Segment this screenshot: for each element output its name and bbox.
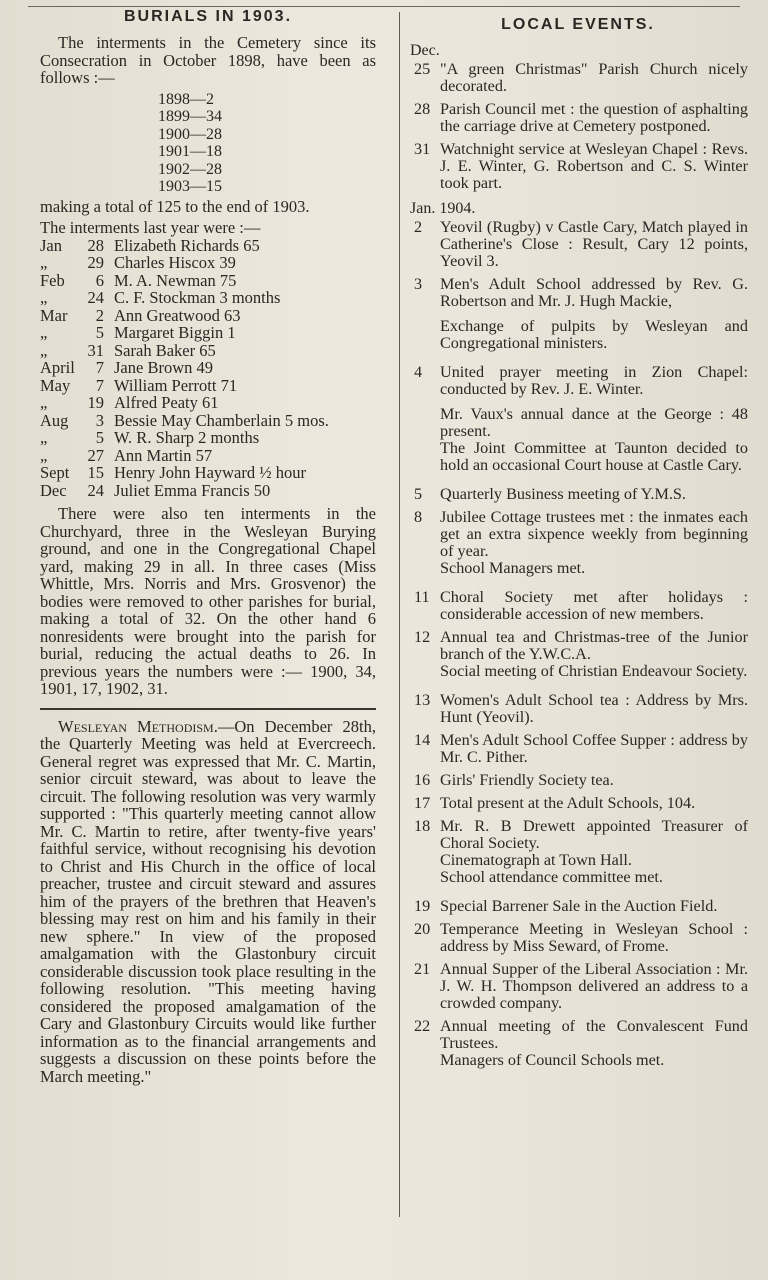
event-text: Annual meeting of the Convalescent Fund Trustees. (440, 1017, 748, 1052)
event-day: 25 (414, 60, 431, 78)
year-list (158, 91, 376, 196)
event-item (408, 921, 748, 955)
event-text: Annual tea and Christmas-tree of the Junior branch of the Y.W.C.A. (440, 628, 748, 663)
burial-entry (40, 272, 376, 290)
burial-name: Juliet Emma Francis 50 (114, 480, 271, 500)
event-day: 20 (414, 920, 431, 938)
year-entry: 1898—2 (158, 90, 214, 108)
burial-month: April (40, 358, 75, 377)
event-text: Special Barrener Sale in the Auction Field. (440, 897, 718, 915)
burial-entry (40, 237, 376, 255)
burial-day: 27 (87, 445, 104, 465)
event-day: 19 (414, 897, 431, 915)
event-day: 31 (414, 140, 431, 158)
burial-name: Sarah Baker 65 (114, 340, 216, 360)
event-day: 21 (414, 960, 431, 978)
event-text: Temperance Meeting in Wesleyan School : address by Miss Seward, of Frome. (440, 920, 748, 955)
burial-month: Dec (40, 480, 67, 500)
burial-name: Ann Martin 57 (114, 445, 213, 465)
event-text: Parish Council met : the question of asphalting the carriage drive at Cemetery postponed. (440, 100, 748, 135)
burial-month: „ (40, 323, 48, 342)
event-text: Watchnight service at Wesleyan Chapel : Revs. J. E. Winter, G. Robertson and C. S. Winter took part. (440, 140, 748, 192)
burial-month: May (40, 375, 71, 395)
event-day: 2 (414, 218, 423, 236)
burial-month: Jan (40, 235, 62, 255)
wesleyan-article (40, 718, 376, 1086)
event-spacer (408, 1075, 748, 1081)
burial-month: Sept (40, 463, 70, 482)
event-item (408, 61, 748, 95)
burial-entry (40, 394, 376, 412)
event-day: 4 (414, 363, 423, 381)
burial-entry (40, 254, 376, 272)
event-text: The Joint Committee at Taunton decided to hold an occasional Court house at Castle Cary. (440, 439, 748, 474)
event-item (408, 772, 748, 789)
jan-events (408, 219, 748, 1081)
wesleyan-body: —On December 28th, the Quarterly Meeting was held at Evercreech. General regret was expressed that Mr. C. Martin, senior circuit steward, was about to leave the circuit. The following resolution was very warmly supported : "This quarterly meeting cannot allow Mr. C. Martin to retire, after twenty-five years' faithful service, without recognising his devotion to Christ and His Church in the office of local preacher, trustee and circuit steward and assures him of the prayers of the brethren that Heaven's blessing may rest on him and his family in their new sphere." In view of the proposed amalgamation with the Glastonbury circuit considerable discussion took place resulting in the following resolution. "This meeting having considered the proposed amalgamation of the Cary and Glastonbury Circuits would like further information as to the financial arrangements and suggests a discussion on these points before the March meeting." (40, 716, 376, 1086)
burial-name: Bessie May Chamberlain 5 mos. (114, 410, 329, 430)
section-rule (40, 708, 376, 710)
dec-events (408, 61, 748, 192)
event-day: 12 (414, 628, 431, 646)
burials-title: BURIALS IN 1903. (123, 8, 293, 25)
burial-entry (40, 359, 376, 377)
burial-day: 6 (95, 270, 104, 290)
burial-month: „ (40, 253, 48, 272)
event-text: Men's Adult School Coffee Supper : address by Mr. C. Pither. (440, 731, 748, 766)
event-day: 11 (414, 588, 430, 606)
burials-intro: The interments in the Cemetery since its Consecration in October 1898, have been as follows :— (40, 33, 376, 87)
event-text: Girls' Friendly Society tea. (440, 771, 614, 789)
burial-name: Elizabeth Richards 65 (114, 235, 260, 255)
event-text: Women's Adult School tea : Address by Mrs. Hunt (Yeovil). (440, 691, 748, 726)
burial-entry (40, 429, 376, 447)
event-item (408, 364, 748, 398)
event-day: 3 (414, 275, 423, 293)
year-entry: 1902—28 (158, 160, 222, 178)
event-text: "A green Christmas" Parish Church nicely decorated. (440, 60, 748, 95)
event-text: Choral Society met after holidays : considerable accession of new members. (440, 588, 748, 623)
burials-summary: There were also ten interments in the Churchyard, three in the Wesleyan Burying ground, and one in the Congregational Chapel yard, making 29 in all. In three cases (Miss Whittle, Mrs. Norris and Mrs. Grosvenor) the bodies were removed to other parishes for burial, making a total of 32. On the other hand 6 nonresidents were brought into the parish for burial, reducing the actual deaths to 26. In previous years the numbers were :— 1900, 34, 1901, 17, 1902, 31. (40, 504, 376, 698)
event-text: Mr. R. B Drewett appointed Treasurer of Choral Society. (440, 817, 748, 852)
event-day: 13 (414, 691, 431, 709)
event-day: 16 (414, 771, 431, 789)
event-item (408, 509, 748, 560)
burial-entry (40, 482, 376, 500)
list-heading: The interments last year were :— (40, 218, 261, 237)
event-item (408, 732, 748, 766)
burial-month: „ (40, 428, 48, 447)
year-entry: 1901—18 (158, 143, 222, 160)
event-item (408, 589, 748, 623)
month-label-jan: Jan. 1904. (410, 200, 476, 217)
burial-day: 24 (87, 288, 104, 307)
event-text: Men's Adult School addressed by Rev. G. Robertson and Mr. J. Hugh Mackie, (440, 275, 748, 310)
event-day: 8 (414, 508, 423, 526)
burial-day: 5 (95, 323, 104, 342)
burial-name: Ann Greatwood 63 (114, 305, 241, 325)
event-day: 18 (414, 817, 431, 835)
year-entry: 1900—28 (158, 125, 222, 143)
event-text: United prayer meeting in Zion Chapel: conducted by Rev. J. E. Winter. (440, 363, 748, 398)
event-item (408, 276, 748, 310)
event-day: 28 (414, 100, 431, 118)
burial-day: 15 (87, 463, 104, 482)
burial-month: „ (40, 340, 48, 360)
event-text: Mr. Vaux's annual dance at the George : 48 present. (440, 405, 748, 440)
burial-entry (40, 447, 376, 465)
burial-month: „ (40, 445, 48, 465)
event-item (408, 898, 748, 915)
event-day: 22 (414, 1017, 431, 1035)
event-item (408, 141, 748, 192)
year-entry: 1903—15 (158, 178, 222, 195)
burial-name: Henry John Hayward ½ hour (114, 463, 306, 482)
event-text: School attendance committee met. (440, 868, 663, 886)
burial-entry (40, 324, 376, 342)
burial-name: C. F. Stockman 3 months (114, 288, 281, 307)
event-text: Quarterly Business meeting of Y.M.S. (440, 485, 686, 503)
event-item (408, 219, 748, 270)
burial-entry (40, 307, 376, 325)
events-column (408, 14, 748, 1081)
burial-day: 2 (95, 305, 104, 325)
event-day: 17 (414, 794, 431, 812)
burial-day: 28 (87, 235, 104, 255)
event-item (408, 692, 748, 726)
burial-entry (40, 412, 376, 430)
burial-entry (40, 342, 376, 360)
event-text: Exchange of pulpits by Wesleyan and Congregational ministers. (440, 317, 748, 352)
burial-day: 7 (95, 375, 104, 395)
event-day: 14 (414, 731, 431, 749)
event-text: Cinematograph at Town Hall. (440, 851, 632, 869)
event-item (408, 486, 748, 503)
burial-entry (40, 464, 376, 482)
month-label-dec: Dec. (410, 42, 440, 59)
burial-name: Charles Hiscox 39 (114, 253, 236, 272)
year-entry: 1899—34 (158, 108, 222, 125)
event-item (408, 629, 748, 663)
total-line: making a total of 125 to the end of 1903. (40, 196, 310, 216)
event-item (408, 1018, 748, 1052)
column-divider (399, 12, 400, 1217)
event-text: Managers of Council Schools met. (440, 1051, 665, 1069)
burial-month: „ (40, 288, 48, 307)
burial-name: M. A. Newman 75 (114, 270, 237, 290)
events-title: LOCAL EVENTS. (501, 16, 655, 33)
event-item (408, 795, 748, 812)
burial-entry (40, 377, 376, 395)
burial-day: 24 (87, 480, 104, 500)
burial-day: 31 (87, 340, 104, 360)
burial-list (40, 237, 376, 500)
event-item (408, 101, 748, 135)
burial-month: Mar (40, 305, 68, 325)
burial-month: Aug (40, 410, 69, 430)
burial-day: 3 (95, 410, 104, 430)
event-item (408, 961, 748, 1012)
event-text: Jubilee Cottage trustees met : the inmates each get an extra sixpence weekly from beginning of year. (440, 508, 748, 560)
burial-name: W. R. Sharp 2 months (114, 428, 260, 447)
burials-column (40, 6, 376, 1085)
burial-name: William Perrott 71 (114, 375, 238, 395)
burial-name: Jane Brown 49 (114, 358, 213, 377)
event-text: School Managers met. (440, 559, 586, 577)
event-text: Social meeting of Christian Endeavour Society. (440, 662, 748, 680)
burial-entry (40, 289, 376, 307)
burial-day: 7 (95, 358, 104, 377)
burial-day: 29 (87, 253, 104, 272)
burial-month: Feb (40, 270, 65, 290)
event-item (408, 818, 748, 852)
wesleyan-heading: Wesleyan Methodism. (58, 716, 218, 736)
event-text: Annual Supper of the Liberal Association : Mr. J. W. H. Thompson delivered an address to a crowded company. (440, 960, 748, 1012)
event-text: Yeovil (Rugby) v Castle Cary, Match played in Catherine's Close : Result, Cary 12 points, Yeovil 3. (440, 218, 748, 270)
burial-name: Alfred Peaty 61 (114, 393, 219, 412)
burial-day: 19 (87, 393, 104, 412)
event-text: Total present at the Adult Schools, 104. (440, 794, 696, 812)
burial-name: Margaret Biggin 1 (114, 323, 236, 342)
burial-month: „ (40, 393, 48, 412)
burial-day: 5 (95, 428, 104, 447)
event-day: 5 (414, 485, 423, 503)
